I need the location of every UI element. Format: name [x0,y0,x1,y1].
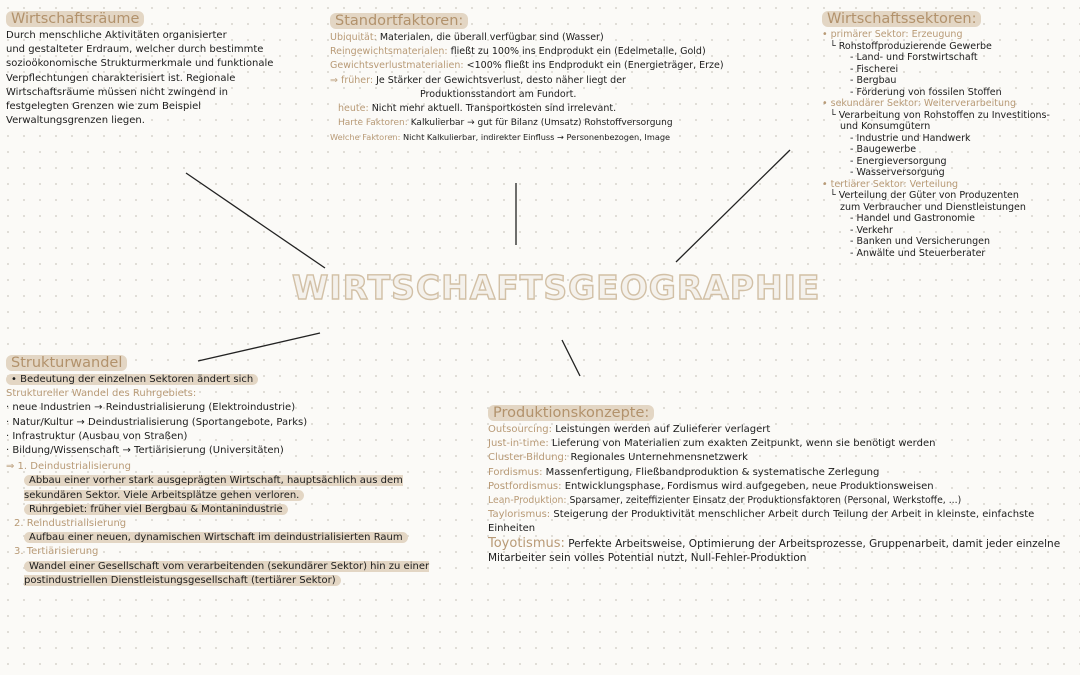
standort-item: Gewichtsverlustmaterialien: <100% fließt ins Endprodukt ein (Energieträger, Erze) [330,60,724,72]
text-line: sozioökonomische Strukturmerkmale und funktionale [6,58,274,70]
sector-line: - Fischerei [850,63,899,75]
reindustrialisierung-text: Aufbau einer neuen, dynamischen Wirtschaft im deindustrialisierten Raum [24,532,408,543]
standort-item: Produktionsstandort am Fundort. [420,88,577,100]
reindustrialisierung-text-row [6,531,476,545]
strukturwandel-intro-row [6,373,476,387]
sector-line: und Konsumgütern [840,121,931,132]
konzept-item: Toyotismus: Perfekte Arbeitsweise, Optimierung der Arbeitsprozesse, Gruppenarbeit, damit jeder einzelne Mitarbeiter sein volles Potential nutzt, Null-Fehler-Produktion [488,535,1061,564]
tertiaer-heading: • tertiärer Sektor: Verteilung [822,178,959,190]
text-line: und gestalteter Erdraum, welcher durch bestimmte [6,44,264,56]
tertiaerisierung-text: Wandel einer Gesellschaft vom verarbeitenden (sekundärer Sektor) hin zu einer postindustriellen Dienstleistungsgesellschaft (tertiärer Sektor) [24,560,430,586]
sector-line: zum Verbraucher und Dienstleistungen [840,201,1026,213]
sector-line: - Anwälte und Steuerberater [850,247,986,259]
strukturwandel-intro: • Bedeutung der einzelnen Sektoren ändert sich [6,374,258,385]
produktionskonzepte-title: Produktionskonzepte: [488,405,654,421]
konzept-item: Outsourcing: Leistungen werden auf Zulieferer verlagert [488,424,771,435]
list-item: · neue Industrien → Reindustrialisierung (Elektroindustrie) [6,402,296,414]
strukturwandel-sub: Struktureller Wandel des Ruhrgebiets: [6,388,197,400]
strukturwandel-section [6,352,476,588]
konzept-item: Fordismus: Massenfertigung, Fließbandproduktion & systematische Zerlegung [488,466,880,478]
konzept-item: Just-in-time: Lieferung von Materialien zum exakten Zeitpunkt, wenn sie benötigt werden [488,438,936,450]
konzept-item: Cluster-Bildung: Regionales Unternehmensnetzwerk [488,452,748,464]
sector-line: - Bergbau [850,75,897,86]
ruhrgebiet-text: Ruhrgebiet: früher viel Bergbau & Montanindustrie [24,504,288,515]
main-title: WIRTSCHAFTSGEOGRAPHIE [292,268,821,307]
wirtschaftssektoren-section [822,8,1074,259]
ruhrgebiet-row [6,503,476,517]
text-line: Wirtschaftsräume müssen nicht zwingend in [6,86,229,98]
primaer-heading: • primärer Sektor: Erzeugung [822,29,963,40]
sekundaer-heading: • sekundärer Sektor: Weiterverarbeitung [822,98,1017,109]
list-item: · Bildung/Wissenschaft → Tertiärisierung (Universitäten) [6,445,284,457]
deindustrialisierung-text: Abbau einer vorher stark ausgeprägten Wirtschaft, hauptsächlich aus dem sekundären Sektor. Viele Arbeitsplätze gehen verloren. [24,475,403,501]
sector-line: - Land- und Forstwirtschaft [850,52,978,63]
konzept-item: Lean-Produktion: Sparsamer, zeiteffizienter Einsatz der Produktionsfaktoren (Personal, Werkstoffe, ...) [488,495,962,507]
sector-line: - Förderung von fossilen Stoffen [850,86,1002,98]
deindustrialisierung-text-row [6,474,444,502]
sector-line: └ Verteilung der Güter von Produzenten [830,190,1019,201]
standort-item: Ubiquität: Materialen, die überall verfügbar sind (Wasser) [330,32,604,43]
standort-item: Reingewichtsmaterialen: fließt zu 100% ins Endprodukt ein (Edelmetalle, Gold) [330,46,706,58]
standort-item: heute: Nicht mehr aktuell. Transportkosten sind irrelevant. [338,103,617,115]
sector-line: - Energieversorgung [850,155,947,167]
produktionskonzepte-section [488,402,1073,565]
sector-line: - Baugewerbe [850,144,917,155]
sector-line: - Handel und Gastronomie [850,213,975,224]
text-line: Verpflechtungen charakterisiert ist. Regionale [6,72,236,84]
wirtschaftsraeume-title: Wirtschaftsräume [6,11,144,27]
wirtschaftsraeume-section [6,8,306,128]
standortfaktoren-title: Standortfaktoren: [330,13,468,29]
standortfaktoren-section [330,10,770,145]
text-line: Durch menschliche Aktivitäten organisierter [6,30,227,41]
wirtschaftssektoren-title: Wirtschaftssektoren: [822,11,981,27]
sector-line: - Wasserversorgung [850,167,945,178]
standort-item: Harte Faktoren: Kalkulierbar → gut für Bilanz (Umsatz) Rohstoffversorgung [338,118,673,129]
sector-line: └ Verarbeitung von Rohstoffen zu Investitions- [830,109,1050,121]
list-item: · Infrastruktur (Ausbau von Straßen) [6,430,188,442]
list-item: · Natur/Kultur → Deindustrialisierung (Sportangebote, Parks) [6,416,308,428]
sector-line: - Verkehr [850,224,893,236]
wirtschaftsraeume-lines [6,29,306,128]
tertiaerisierung-text-row [6,560,464,588]
sector-line: └ Rohstoffproduzierende Gewerbe [830,40,992,52]
reindustrialisierung-title: 2. Reindustrialisierung [14,518,127,530]
standort-item: ⇒ früher: Je Stärker der Gewichtsverlust, desto näher liegt der [330,74,626,86]
sector-line: - Industrie und Handwerk [850,132,971,144]
konzept-item: Postfordismus: Entwicklungsphase, Fordismus wird aufgegeben, neue Produktionsweisen [488,480,934,492]
konzept-item: Taylorismus: Steigerung der Produktivität menschlicher Arbeit durch Teilung der Arbeit in kleinste, einfachste Einheiten [488,509,1035,535]
deindustrialisierung-title: ⇒ 1. Deindustrialisierung [6,461,131,473]
standort-item: Weiche Faktoren: Nicht Kalkulierbar, indirekter Einfluss → Personenbezogen, Image [330,132,671,143]
sector-line: - Banken und Versicherungen [850,236,990,247]
tertiaerisierung-title: 3. Tertiärisierung [14,546,99,558]
strukturwandel-title: Strukturwandel [6,355,127,371]
text-line: Verwaltungsgrenzen liegen. [6,115,145,127]
text-line: festgelegten Grenzen wie zum Beispiel [6,101,202,113]
